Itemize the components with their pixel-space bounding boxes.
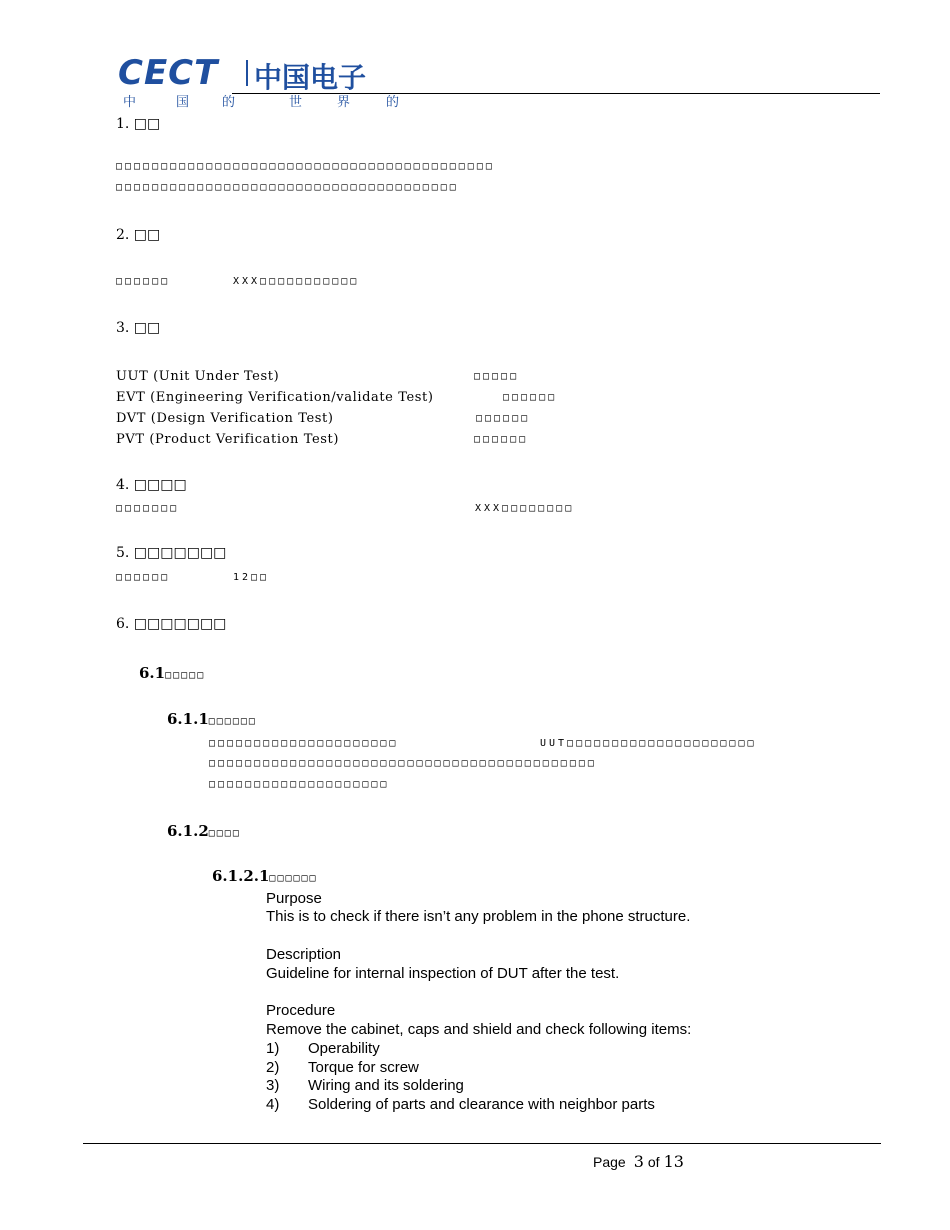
footer-rule xyxy=(83,1143,881,1144)
section-6-1-1-heading xyxy=(167,710,257,729)
term-dvt: DVT (Design Verification Test) xyxy=(116,411,334,426)
logo-chinese: 中国电子 xyxy=(254,61,367,94)
section-5-col1: □□□□□□ xyxy=(116,572,171,583)
section-6-1-label: □□□□□ xyxy=(165,670,206,681)
section-6-1-2-heading xyxy=(167,822,241,841)
page-number xyxy=(593,1152,684,1172)
section-6-1-heading xyxy=(139,664,205,683)
section-6-1-1-line-2: □□□□□□□□□□□□□□□□□□□□□□□□□□□□□□□□□□□□□□□□□□□ xyxy=(209,758,597,769)
description-heading: Description xyxy=(266,946,342,963)
procedure-item-4-number: 4) xyxy=(266,1096,280,1113)
section-5-title: 5. □□□□□□□ xyxy=(116,545,227,561)
section-6-1-2-1-heading xyxy=(212,867,318,886)
term-uut: UUT (Unit Under Test) xyxy=(116,369,280,384)
procedure-text: Remove the cabinet, caps and shield and check following items: xyxy=(266,1021,692,1038)
logo-latin: CECT xyxy=(118,53,219,93)
term-evt: EVT (Engineering Verification/validate Test) xyxy=(116,390,434,405)
section-6-1-1-line-1a: □□□□□□□□□□□□□□□□□□□□□ xyxy=(209,738,399,749)
section-6-1-1-line-3: □□□□□□□□□□□□□□□□□□□□ xyxy=(209,779,390,790)
section-4-col2: XXX□□□□□□□□ xyxy=(475,503,575,514)
section-2-col2: XXX□□□□□□□□□□□ xyxy=(233,276,360,287)
section-6-1-1-label: □□□□□□ xyxy=(208,716,257,727)
section-6-1-1-line-1b: UUT□□□□□□□□□□□□□□□□□□□□□ xyxy=(540,738,757,749)
section-4-col1: □□□□□□□ xyxy=(116,503,180,514)
section-6-1-2-label: □□□□ xyxy=(208,828,241,839)
procedure-item-2-text: Torque for screw xyxy=(308,1059,419,1076)
term-dvt-def: □□□□□□ xyxy=(476,413,531,424)
section-2-col1: □□□□□□ xyxy=(116,276,171,287)
page-of-label: of xyxy=(647,1154,660,1170)
logo-divider xyxy=(246,60,248,86)
header-rule xyxy=(232,93,880,94)
logo-tagline-3: 的 xyxy=(222,95,236,110)
logo-tagline-6: 的 xyxy=(386,95,400,110)
section-6-1-number: 6.1 xyxy=(139,664,166,682)
procedure-item-3-number: 3) xyxy=(266,1077,280,1094)
logo-tagline-5: 界 xyxy=(337,95,351,110)
section-4-title: 4. □□□□ xyxy=(116,477,187,493)
term-pvt: PVT (Product Verification Test) xyxy=(116,432,340,447)
logo-tagline-4: 世 xyxy=(289,95,303,110)
procedure-item-2-number: 2) xyxy=(266,1059,280,1076)
section-5-col2: 12□□ xyxy=(233,572,270,583)
page-current: 3 xyxy=(633,1152,644,1171)
page-total: 13 xyxy=(663,1152,684,1171)
section-2-title: 2. □□ xyxy=(116,227,161,243)
page-label: Page xyxy=(593,1154,626,1170)
section-6-1-2-number: 6.1.2 xyxy=(167,822,209,840)
term-pvt-def: □□□□□□ xyxy=(474,434,529,445)
purpose-text: This is to check if there isn’t any problem in the phone structure. xyxy=(266,908,691,925)
term-evt-def: □□□□□□ xyxy=(503,392,558,403)
section-1-line-1: □□□□□□□□□□□□□□□□□□□□□□□□□□□□□□□□□□□□□□□□□□ xyxy=(116,161,495,172)
logo-tagline-1: 中 xyxy=(123,95,137,110)
section-1-line-2: □□□□□□□□□□□□□□□□□□□□□□□□□□□□□□□□□□□□□□ xyxy=(116,182,459,193)
section-6-1-2-1-number: 6.1.2.1 xyxy=(212,867,270,885)
section-1-title: 1. □□ xyxy=(116,116,161,132)
procedure-item-4-text: Soldering of parts and clearance with neighbor parts xyxy=(308,1096,655,1113)
term-uut-def: □□□□□ xyxy=(474,371,520,382)
section-6-title: 6. □□□□□□□ xyxy=(116,616,227,632)
procedure-item-1-text: Operability xyxy=(308,1040,380,1057)
section-6-1-2-1-label: □□□□□□ xyxy=(269,873,318,884)
section-3-title: 3. □□ xyxy=(116,320,161,336)
procedure-heading: Procedure xyxy=(266,1002,336,1019)
procedure-item-3-text: Wiring and its soldering xyxy=(308,1077,464,1094)
description-text: Guideline for internal inspection of DUT after the test. xyxy=(266,965,620,982)
procedure-item-1-number: 1) xyxy=(266,1040,280,1057)
purpose-heading: Purpose xyxy=(266,890,322,907)
section-6-1-1-number: 6.1.1 xyxy=(167,710,209,728)
logo-tagline-2: 国 xyxy=(176,95,190,110)
